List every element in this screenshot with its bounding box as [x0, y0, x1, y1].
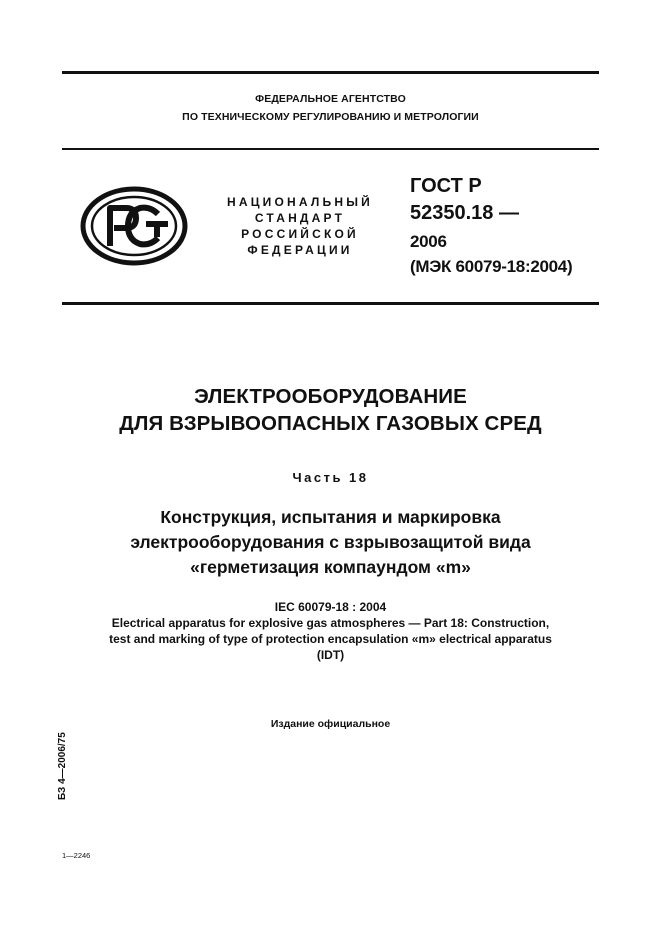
standard-label-line-4: ФЕДЕРАЦИИ [247, 243, 353, 257]
page-title [40, 383, 621, 437]
designation-rule [62, 302, 599, 305]
iec-reference [40, 599, 621, 663]
agency-line-1: ФЕДЕРАЛЬНОЕ АГЕНТСТВО [255, 93, 406, 105]
iec-line-2: test and marking of type of protection encapsulation «m» electrical apparatus [109, 632, 552, 646]
designation-year: 2006 [410, 232, 447, 251]
subtitle-line-1: Конструкция, испытания и маркировка [160, 507, 501, 527]
title-line-2: ДЛЯ ВЗРЫВООПАСНЫХ ГАЗОВЫХ СРЕД [119, 412, 542, 435]
standard-label-line-3: РОССИЙСКОЙ [241, 227, 359, 241]
designation-gost: ГОСТ Р [410, 175, 482, 197]
designation-number: 52350.18 — [410, 202, 519, 224]
iec-line-3: (IDT) [316, 648, 345, 662]
standard-label-line-2: СТАНДАРТ [254, 211, 346, 225]
standard-label-line-1: НАЦИОНАЛЬНЫЙ [226, 195, 374, 209]
rst-mark-icon [80, 186, 188, 266]
print-number: 1—2246 [62, 851, 91, 860]
top-rule [62, 71, 599, 74]
edition-label: Издание официальное [270, 718, 391, 730]
agency-line-2: ПО ТЕХНИЧЕСКОМУ РЕГУЛИРОВАНИЮ И МЕТРОЛОГИИ [182, 111, 479, 123]
title-line-1: ЭЛЕКТРООБОРУДОВАНИЕ [194, 385, 467, 408]
part-label: Часть 18 [292, 470, 369, 485]
iec-line-1: Electrical apparatus for explosive gas atmospheres — Part 18: Construction, [111, 616, 550, 630]
designation-iec: (МЭК 60079-18:2004) [410, 257, 573, 276]
header-rule [62, 148, 599, 150]
subtitle-line-2: электрооборудования с взрывозащитой вида [130, 532, 531, 552]
subtitle-line-3: «герметизация компаундом «m» [190, 557, 471, 577]
subtitle [40, 505, 621, 580]
side-note: БЗ 4—2006/75 [57, 732, 68, 800]
iec-ref: IEC 60079-18 : 2004 [274, 600, 387, 614]
